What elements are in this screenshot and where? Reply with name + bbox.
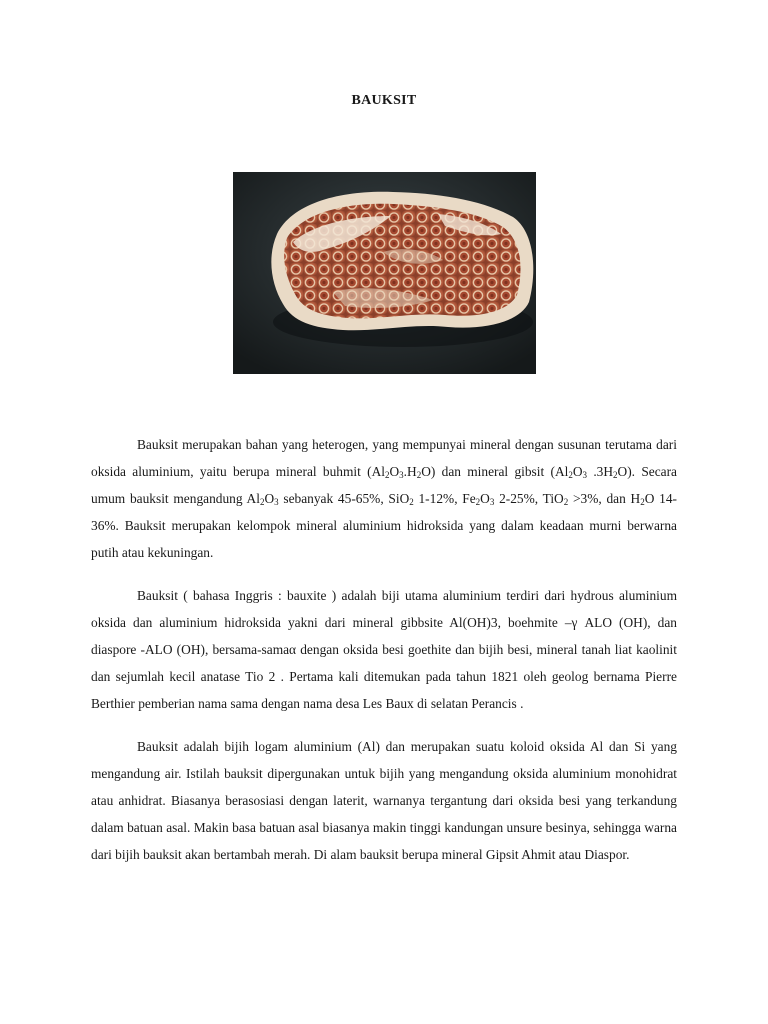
page-title: BAUKSIT	[351, 93, 417, 108]
bauxite-rock-illustration	[233, 172, 536, 374]
paragraph-1: Bauksit merupakan bahan yang heterogen, yang mempunyai mineral dengan susunan terutama dari oksida aluminium, yaitu berupa mineral buhmit $(Al_2O_3.H_2O)$ dan mineral gibsit ($Al_2O_3$ $.3H_2O$). Secara umum bauksit mengandung $Al_2O_3$ sebanyak 45-65%, SiO$_2$ 1-12%, $Fe_2O_3$ 2-25%, TiO$_2$ >3%, dan $H_2O$ 14-36%. Bauksit merupakan kelompok mineral aluminium hidroksida yang dalam keadaan murni berwarna putih atau kekuningan.	[91, 437, 677, 560]
paragraph-3: Bauksit adalah bijih logam aluminium (Al) dan merupakan suatu koloid oksida Al dan Si yang mengandung air. Istilah bauksit dipergunakan untuk bijih yang mengandung oksida aluminium monohidrat atau anhidrat. Biasanya berasosiasi dengan laterit, warnanya tergantung dari oksida besi yang terkandung dalam batuan asal. Makin basa batuan asal biasanya makin tinggi kandungan unsure besinya, sehingga warna dari bijih bauksit akan bertambah merah. Di alam bauksit berupa mineral Gipsit Ahmit atau Diaspor.	[91, 739, 677, 862]
bauxite-photo	[233, 172, 536, 374]
document-body	[91, 431, 677, 884]
paragraph-2: Bauksit ( bahasa Inggris : bauxite ) adalah biji utama aluminium terdiri dari hydrous aluminium oksida dan aluminium hidroksida yakni dari mineral gibbsite Al(OH)3, boehmite –γ ALO (OH), dan diaspore -ALO (OH), bersama-samaα dengan oksida besi goethite dan bijih besi, mineral tanah liat kaolinit dan sejumlah kecil anatase Tio 2 . Pertama kali ditemukan pada tahun 1821 oleh geolog bernama Pierre Berthier pemberian nama sama dengan nama desa Les Baux di selatan Perancis .	[91, 588, 677, 711]
